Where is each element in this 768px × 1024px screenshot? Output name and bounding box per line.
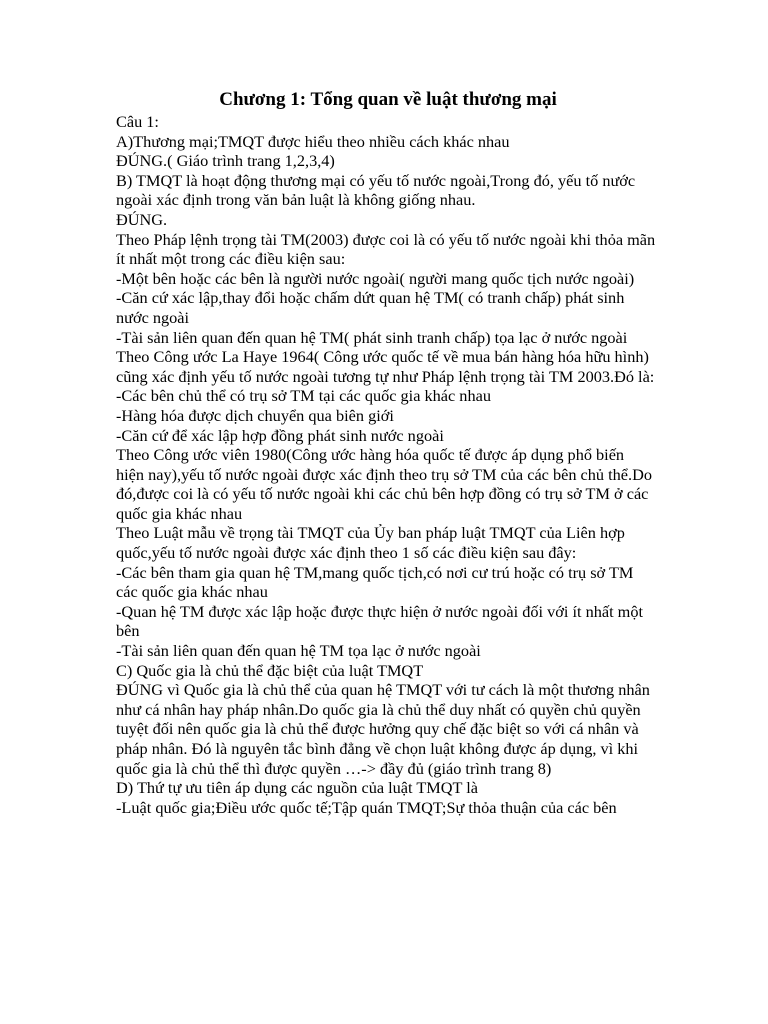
list-item: -Hàng hóa được dịch chuyển qua biên giới xyxy=(116,405,394,425)
document-page xyxy=(116,88,656,817)
paragraph-a: A)Thương mại;TMQT được hiểu theo nhiều cách khác nhau xyxy=(116,131,510,151)
paragraph-b: B) TMQT là hoạt động thương mại có yếu tố nước ngoài,Trong đó, yếu tố nước ngoài xác định trong văn bản luật là không giống nhau. xyxy=(116,170,636,210)
list-item: -Một bên hoặc các bên là người nước ngoài( người mang quốc tịch nước ngoài) xyxy=(116,268,635,288)
paragraph-luat-mau: Theo Luật mẫu về trọng tài TMQT của Ủy ban pháp luật TMQT của Liên hợp quốc,yếu tố nước ngoài được xác định theo 1 số các điều kiện sau đây: xyxy=(116,523,625,563)
list-item: -Tài sản liên quan đến quan hệ TM tọa lạc ở nước ngoài xyxy=(116,641,481,661)
list-item: -Căn cứ xác lập,thay đổi hoặc chấm dứt quan hệ TM( có tranh chấp) phát sinh nước ngoài xyxy=(116,288,625,327)
paragraph-phap-lenh: Theo Pháp lệnh trọng tài TM(2003) được coi là có yếu tố nước ngoài khi thỏa mãn ít nhất một trong các điều kiện sau: xyxy=(116,229,656,269)
paragraph-la-haye: Theo Công ước La Haye 1964( Công ước quốc tế về mua bán hàng hóa hữu hình) cũng xác định yếu tố nước ngoài tương tự như Pháp lệnh trọng tài TM 2003.Đó là: xyxy=(116,347,655,386)
paragraph-c-answer: ĐÚNG vì Quốc gia là chủ thể của quan hệ TMQT với tư cách là một thương nhân như cá nhân hay pháp nhân.Do quốc gia là chủ thể duy nhất có quyền chủ quyền tuyệt đối nên quốc gia là chủ thể được hưởng quy chế đặc biệt so với cá nhân và pháp nhân. Đó là nguyên tắc bình đẳng về chọn luật không được áp dụng, vì khi quốc gia là chủ thể thì được quyền …-> đầy đủ (giáo trình trang 8) xyxy=(116,680,650,778)
list-item: -Các bên chủ thể có trụ sở TM tại các quốc gia khác nhau xyxy=(116,386,491,406)
list-item: -Tài sản liên quan đến quan hệ TM( phát sinh tranh chấp) tọa lạc ở nước ngoài xyxy=(116,327,628,347)
paragraph-d: D) Thứ tự ưu tiên áp dụng các nguồn của luật TMQT là xyxy=(116,778,478,798)
paragraph-b-answer: ĐÚNG. xyxy=(116,209,168,229)
list-item: -Các bên tham gia quan hệ TM,mang quốc tịch,có nơi cư trú hoặc có trụ sở TM các quốc gia khác nhau xyxy=(116,562,634,602)
paragraph-vien-1980: Theo Công ước viên 1980(Công ước hàng hóa quốc tế được áp dụng phổ biến hiện nay),yếu tố nước ngoài được xác định theo trụ sở TM của các bên chủ thể.Do đó,được coi là có yếu tố nước ngoài khi các chủ bên hợp đồng có trụ sở TM ở các quốc gia khác nhau xyxy=(116,445,652,523)
list-item: -Căn cứ để xác lập hợp đồng phát sinh nước ngoài xyxy=(116,425,444,445)
document-title: Chương 1: Tổng quan về luật thương mại xyxy=(219,89,557,110)
paragraph-question-1: Câu 1: xyxy=(116,112,159,131)
list-item: -Luật quốc gia;Điều ước quốc tế;Tập quán TMQT;Sự thỏa thuận của các bên xyxy=(116,797,617,817)
paragraph-c: C) Quốc gia là chủ thể đặc biệt của luật TMQT xyxy=(116,660,424,680)
list-item: -Quan hệ TM được xác lập hoặc được thực hiện ở nước ngoài đối với ít nhất một bên xyxy=(116,601,644,641)
paragraph-a-answer: ĐÚNG.( Giáo trình trang 1,2,3,4) xyxy=(116,151,335,171)
